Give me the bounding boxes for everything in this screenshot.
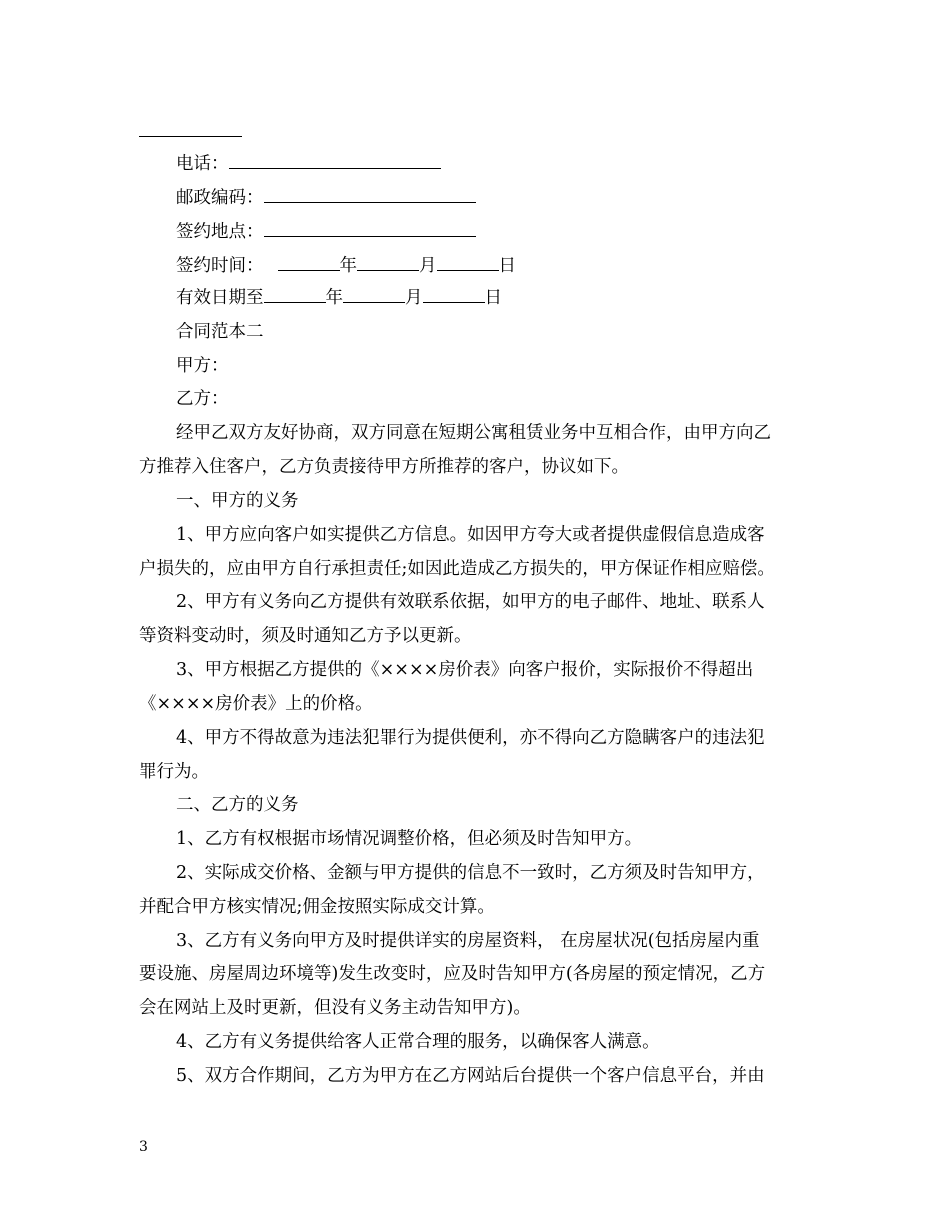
intro-line-2: 方推荐入住客户，乙方负责接待甲方所推荐的客户，协议如下。 (139, 457, 629, 477)
sign-year-text: 年 (339, 256, 357, 276)
contract-title: 合同范本二 (176, 322, 264, 342)
s1-item4-line2: 罪行为。 (139, 762, 209, 782)
s1-item1-line1: 1、甲方应向客户如实提供乙方信息。如因甲方夸大或者提供虚假信息造成客 (176, 525, 765, 545)
sign-month-text: 月 (419, 256, 437, 276)
s2-item4-line1: 4、乙方有义务提供给客人正常合理的服务，以确保客人满意。 (176, 1032, 660, 1052)
page-number: 3 (139, 1139, 148, 1155)
sign-place-blank (264, 220, 476, 237)
s2-item3-line2: 要设施、房屋周边环境等)发生改变时，应及时告知甲方(各房屋的预定情况，乙方 (139, 964, 766, 984)
sign-month-blank (357, 254, 419, 271)
valid-year-text: 年 (325, 288, 343, 308)
party-a-label: 甲方： (176, 356, 229, 376)
valid-year-blank (264, 286, 326, 303)
sign-year-blank (278, 254, 340, 271)
postcode-label: 邮政编码： (176, 188, 264, 208)
sign-place-line (176, 220, 476, 244)
s2-item3-line1: 3、乙方有义务向甲方及时提供详实的房屋资料， 在房屋状况(包括房屋内重 (176, 931, 760, 951)
valid-month-blank (343, 286, 405, 303)
valid-day-blank (423, 286, 485, 303)
s1-item3-line2: 《××××房价表》上的价格。 (139, 694, 373, 714)
s1-item2-line2: 等资料变动时，须及时通知乙方予以更新。 (139, 626, 472, 646)
s2-item2-line1: 2、实际成交价格、金额与甲方提供的信息不一致时，乙方须及时告知甲方， (176, 863, 765, 883)
top-underline (139, 136, 242, 137)
section2-heading: 二、乙方的义务 (176, 795, 299, 815)
phone-line (176, 152, 441, 176)
phone-blank (229, 152, 441, 169)
sign-time-label: 签约时间： (176, 256, 264, 276)
sign-time-line (176, 254, 516, 278)
phone-label: 电话： (176, 154, 229, 174)
intro-line-1: 经甲乙双方友好协商，双方同意在短期公寓租赁业务中互相合作，由甲方向乙 (176, 423, 771, 443)
s1-item3-line1: 3、甲方根据乙方提供的《××××房价表》向客户报价，实际报价不得超出 (176, 660, 754, 680)
valid-until-line (176, 286, 502, 310)
s1-item4-line1: 4、甲方不得故意为违法犯罪行为提供便利，亦不得向乙方隐瞒客户的违法犯 (176, 728, 765, 748)
s2-item2-line2: 并配合甲方核实情况;佣金按照实际成交计算。 (139, 897, 495, 917)
s2-item5-line1: 5、双方合作期间，乙方为甲方在乙方网站后台提供一个客户信息平台，并由 (176, 1066, 765, 1086)
sign-place-label: 签约地点： (176, 222, 264, 242)
valid-until-label: 有效日期至 (176, 288, 264, 308)
section1-heading: 一、甲方的义务 (176, 491, 299, 511)
postcode-line (176, 186, 476, 210)
s2-item3-line3: 会在网站上及时更新，但没有义务主动告知甲方)。 (139, 998, 531, 1018)
s1-item2-line1: 2、甲方有义务向乙方提供有效联系依据，如甲方的电子邮件、地址、联系人 (176, 592, 765, 612)
sign-day-blank (437, 254, 499, 271)
s1-item1-line2: 户损失的，应由甲方自行承担责任;如因此造成乙方损失的，甲方保证作相应赔偿。 (139, 559, 775, 579)
postcode-blank (264, 186, 476, 203)
s2-item1-line1: 1、乙方有权根据市场情况调整价格，但必须及时告知甲方。 (176, 829, 643, 849)
party-b-label: 乙方： (176, 389, 229, 409)
sign-day-text: 日 (498, 256, 516, 276)
valid-day-text: 日 (484, 288, 502, 308)
valid-month-text: 月 (405, 288, 423, 308)
